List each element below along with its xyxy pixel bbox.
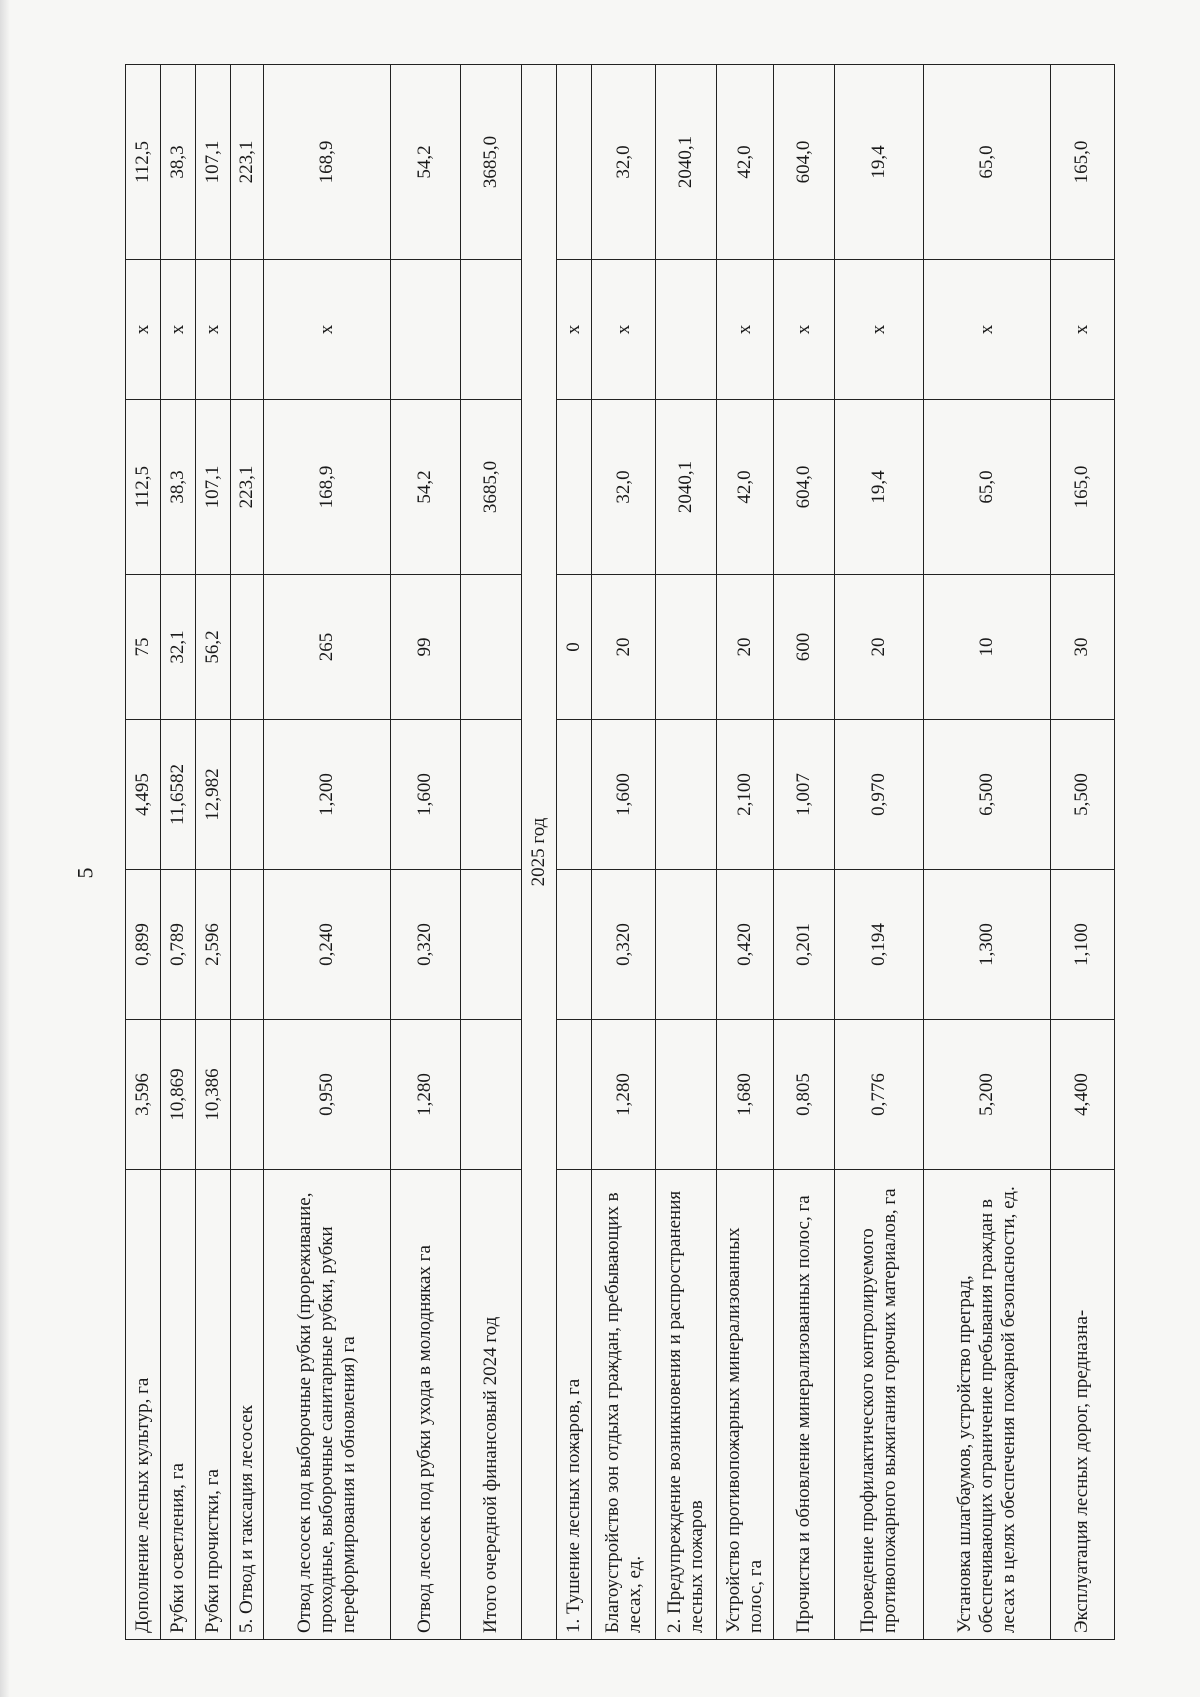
value-cell-c1: 10,869: [161, 1020, 196, 1170]
value-cell-c6: х: [196, 260, 231, 400]
value-cell-c1: [460, 1020, 521, 1170]
value-cell-c2: 0,240: [264, 870, 390, 1020]
table-row: [556, 65, 591, 1640]
value-cell-c5: 19,4: [835, 400, 924, 575]
value-cell-c4: 32,1: [161, 575, 196, 720]
value-cell-c7: 112,5: [126, 65, 161, 260]
value-cell-c5: [556, 400, 591, 575]
rotated-table-container: [125, 65, 1115, 1640]
value-cell-c3: 1,600: [591, 720, 655, 870]
value-cell-c2: 0,420: [717, 870, 774, 1020]
value-cell-c6: [460, 260, 521, 400]
value-cell-c7: 42,0: [717, 65, 774, 260]
value-cell-c1: 0,805: [774, 1020, 835, 1170]
value-cell-c3: 12,982: [196, 720, 231, 870]
value-cell-c1: [656, 1020, 717, 1170]
value-cell-c5: 2040,1: [656, 400, 717, 575]
value-cell-c1: 3,596: [126, 1020, 161, 1170]
table-row: [231, 65, 264, 1640]
value-cell-c1: 4,400: [1050, 1020, 1114, 1170]
budget-table: [125, 64, 1115, 1640]
value-cell-c5: 65,0: [924, 400, 1050, 575]
value-cell-c4: [656, 575, 717, 720]
value-cell-c3: [656, 720, 717, 870]
table-row: [924, 65, 1050, 1640]
value-cell-c4: [231, 575, 264, 720]
value-cell-c6: х: [835, 260, 924, 400]
value-cell-c2: [231, 870, 264, 1020]
table-row: [390, 65, 460, 1640]
row-label-cell: Устройство противопожарных минерализованных полос, га: [717, 1170, 774, 1640]
value-cell-c6: х: [161, 260, 196, 400]
value-cell-c7: 65,0: [924, 65, 1050, 260]
value-cell-c1: [556, 1020, 591, 1170]
value-cell-c3: 1,200: [264, 720, 390, 870]
value-cell-c6: [231, 260, 264, 400]
row-label-cell: Эксплуатация лесных дорог, предназна-: [1050, 1170, 1114, 1640]
value-cell-c3: 1,600: [390, 720, 460, 870]
value-cell-c2: 1,100: [1050, 870, 1114, 1020]
value-cell-c3: [460, 720, 521, 870]
value-cell-c6: х: [1050, 260, 1114, 400]
value-cell-c4: 10: [924, 575, 1050, 720]
value-cell-c5: 38,3: [161, 400, 196, 575]
value-cell-c4: 30: [1050, 575, 1114, 720]
value-cell-c5: 107,1: [196, 400, 231, 575]
year-header-row: [521, 65, 556, 1640]
table-body-2025: [556, 65, 1114, 1640]
page-number: 5: [72, 867, 98, 879]
value-cell-c3: [231, 720, 264, 870]
value-cell-c2: 0,201: [774, 870, 835, 1020]
value-cell-c2: 0,194: [835, 870, 924, 1020]
value-cell-c2: [656, 870, 717, 1020]
value-cell-c4: 265: [264, 575, 390, 720]
value-cell-c7: 19,4: [835, 65, 924, 260]
value-cell-c1: 10,386: [196, 1020, 231, 1170]
table-row: [717, 65, 774, 1640]
value-cell-c2: 1,300: [924, 870, 1050, 1020]
row-label-cell: 5. Отвод и таксация лесосек: [231, 1170, 264, 1640]
table-row: [264, 65, 390, 1640]
value-cell-c5: 168,9: [264, 400, 390, 575]
value-cell-c4: [460, 575, 521, 720]
value-cell-c7: 38,3: [161, 65, 196, 260]
row-label-cell: Дополнение лесных культур, га: [126, 1170, 161, 1640]
row-label-cell: Отвод лесосек под рубки ухода в молодняках га: [390, 1170, 460, 1640]
value-cell-c6: х: [126, 260, 161, 400]
value-cell-c5: 112,5: [126, 400, 161, 575]
value-cell-c7: 3685,0: [460, 65, 521, 260]
value-cell-c6: [656, 260, 717, 400]
value-cell-c7: 165,0: [1050, 65, 1114, 260]
value-cell-c7: 168,9: [264, 65, 390, 260]
table-row: [774, 65, 835, 1640]
value-cell-c2: 2,596: [196, 870, 231, 1020]
year-section: [521, 65, 556, 1640]
value-cell-c7: 604,0: [774, 65, 835, 260]
table-row: [126, 65, 161, 1640]
row-label-cell: Итого очередной финансовый 2024 год: [460, 1170, 521, 1640]
value-cell-c4: 0: [556, 575, 591, 720]
value-cell-c6: х: [717, 260, 774, 400]
value-cell-c4: 20: [835, 575, 924, 720]
value-cell-c2: 0,320: [591, 870, 655, 1020]
value-cell-c5: 604,0: [774, 400, 835, 575]
table-row: [196, 65, 231, 1640]
row-label-cell: 1. Тушение лесных пожаров, га: [556, 1170, 591, 1640]
row-label-cell: 2. Предупреждение возникновения и распространения лесных пожаров: [656, 1170, 717, 1640]
value-cell-c6: х: [591, 260, 655, 400]
value-cell-c7: 223,1: [231, 65, 264, 260]
row-label-cell: Прочистка и обновление минерализованных полос, га: [774, 1170, 835, 1640]
value-cell-c4: 75: [126, 575, 161, 720]
value-cell-c3: 1,007: [774, 720, 835, 870]
year-label: 2025 год: [521, 65, 556, 1640]
value-cell-c1: 1,680: [717, 1020, 774, 1170]
value-cell-c6: [390, 260, 460, 400]
value-cell-c7: 107,1: [196, 65, 231, 260]
value-cell-c3: 5,500: [1050, 720, 1114, 870]
row-label-cell: Благоустройство зон отдыха граждан, пребывающих в лесах, ед.: [591, 1170, 655, 1640]
value-cell-c5: 165,0: [1050, 400, 1114, 575]
value-cell-c3: [556, 720, 591, 870]
value-cell-c6: х: [264, 260, 390, 400]
value-cell-c4: 20: [591, 575, 655, 720]
value-cell-c4: 99: [390, 575, 460, 720]
row-label-cell: Рубки осветления, га: [161, 1170, 196, 1640]
value-cell-c7: 54,2: [390, 65, 460, 260]
value-cell-c7: 2040,1: [656, 65, 717, 260]
value-cell-c5: 223,1: [231, 400, 264, 575]
table-row: [835, 65, 924, 1640]
value-cell-c5: 42,0: [717, 400, 774, 575]
value-cell-c1: 5,200: [924, 1020, 1050, 1170]
value-cell-c6: х: [556, 260, 591, 400]
value-cell-c6: х: [924, 260, 1050, 400]
value-cell-c2: 0,320: [390, 870, 460, 1020]
table-row: [656, 65, 717, 1640]
value-cell-c3: 2,100: [717, 720, 774, 870]
table-body-2024: [126, 65, 522, 1640]
value-cell-c3: 6,500: [924, 720, 1050, 870]
value-cell-c5: 3685,0: [460, 400, 521, 575]
value-cell-c2: [460, 870, 521, 1020]
value-cell-c6: х: [774, 260, 835, 400]
value-cell-c2: 0,899: [126, 870, 161, 1020]
value-cell-c4: 20: [717, 575, 774, 720]
value-cell-c2: 0,789: [161, 870, 196, 1020]
value-cell-c4: 600: [774, 575, 835, 720]
value-cell-c3: 0,970: [835, 720, 924, 870]
row-label-cell: Проведение профилактического контролируемого противопожарного выжигания горючих материалов, га: [835, 1170, 924, 1640]
value-cell-c1: 1,280: [390, 1020, 460, 1170]
value-cell-c7: [556, 65, 591, 260]
value-cell-c1: 1,280: [591, 1020, 655, 1170]
table-row: [1050, 65, 1114, 1640]
value-cell-c5: 54,2: [390, 400, 460, 575]
value-cell-c7: 32,0: [591, 65, 655, 260]
value-cell-c3: 4,495: [126, 720, 161, 870]
scan-edge: [0, 0, 10, 1697]
table-row: [161, 65, 196, 1640]
table-row: [460, 65, 521, 1640]
table-row: [591, 65, 655, 1640]
row-label-cell: Рубки прочистки, га: [196, 1170, 231, 1640]
value-cell-c5: 32,0: [591, 400, 655, 575]
value-cell-c1: 0,776: [835, 1020, 924, 1170]
value-cell-c1: [231, 1020, 264, 1170]
value-cell-c3: 11,6582: [161, 720, 196, 870]
value-cell-c1: 0,950: [264, 1020, 390, 1170]
value-cell-c2: [556, 870, 591, 1020]
row-label-cell: Установка шлагбаумов, устройство преград, обеспечивающих ограничение пребывания граждан в лесах в целях обеспечения пожарной безопасности, ед.: [924, 1170, 1050, 1640]
row-label-cell: Отвод лесосек под выборочные рубки (прореживание, проходные, выборочные санитарные рубки, рубки переформирования и обновления) га: [264, 1170, 390, 1640]
value-cell-c4: 56,2: [196, 575, 231, 720]
